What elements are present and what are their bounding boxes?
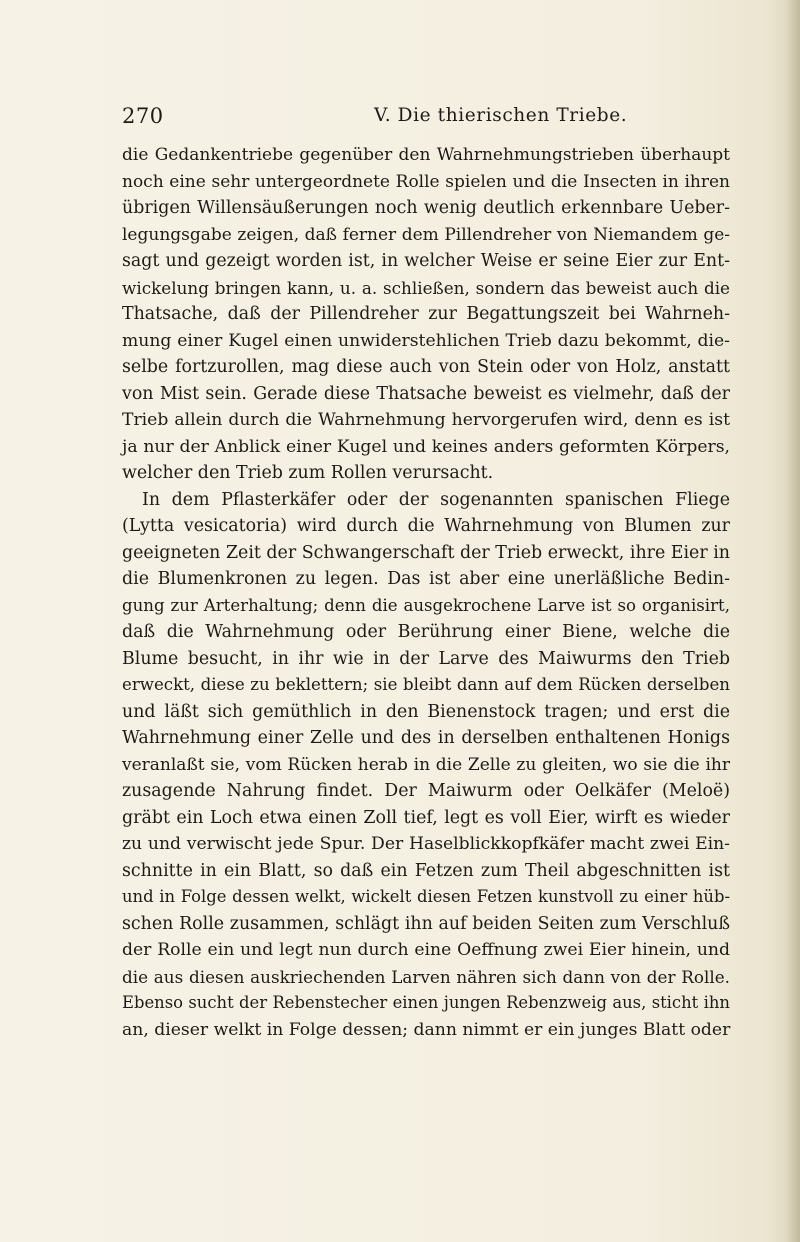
text-line: übrigen Willensäußerungen noch wenig deutlich erkennbare Ueber- (122, 198, 730, 218)
text-line: die aus diesen auskriechenden Larven nähren sich dann von der Rolle. (122, 966, 730, 987)
text-line: erweckt, diese zu beklettern; sie bleibt dann auf dem Rücken derselben (122, 675, 730, 694)
text-line: Blume besucht, in ihr wie in der Larve des Maiwurms den Trieb (122, 648, 730, 669)
text-line: die Gedankentriebe gegenüber den Wahrnehmungstrieben überhaupt (122, 145, 730, 165)
running-head: V. Die thierischen Triebe. (374, 105, 628, 126)
text-line: wickelung bringen kann, u. a. schließen, sondern das beweist auch die (122, 277, 730, 298)
text-line: daß die Wahrnehmung oder Berührung einer Biene, welche die (122, 622, 730, 642)
text-line: von Mist sein. Gerade diese Thatsache beweist es vielmehr, daß der (122, 383, 730, 404)
paragraph-start-line: In dem Pflasterkäfer oder der sogenannten spanischen Fliege (142, 489, 730, 510)
page-edge-shadow (786, 0, 800, 1242)
text-line: gung zur Arterhaltung; denn die ausgekrochene Larve ist so organisirt, (122, 595, 730, 615)
text-line: und in Folge dessen welkt, wickelt diesen Fetzen kunstvoll zu einer hüb- (122, 887, 730, 906)
text-line: Wahrnehmung einer Zelle und des in derselben enthaltenen Honigs (122, 728, 730, 748)
text-line: gräbt ein Loch etwa einen Zoll tief, legt es voll Eier, wirft es wieder (122, 807, 730, 828)
text-line: die Blumenkronen zu legen. Das ist aber eine unerläßliche Bedin- (122, 569, 730, 589)
text-line: (Lytta vesicatoria) wird durch die Wahrnehmung von Blumen zur (122, 516, 730, 536)
text-line: an, dieser welkt in Folge dessen; dann nimmt er ein junges Blatt oder (122, 1019, 731, 1040)
page-number: 270 (122, 104, 164, 128)
text-line: zusagende Nahrung findet. Der Maiwurm oder Oelkäfer (Meloë) (122, 781, 730, 801)
text-line: selbe fortzurollen, mag diese auch von Stein oder von Holz, anstatt (122, 357, 730, 377)
text-line: geeigneten Zeit der Schwangerschaft der Trieb erweckt, ihre Eier in (122, 542, 730, 563)
text-line: der Rolle ein und legt nun durch eine Oeffnung zwei Eier hinein, und (122, 940, 730, 960)
text-line: schen Rolle zusammen, schlägt ihn auf beiden Seiten zum Verschluß (122, 913, 730, 934)
text-line: Trieb allein durch die Wahrnehmung hervorgerufen wird, denn es ist (122, 410, 730, 430)
text-line: veranlaßt sie, vom Rücken herab in die Zelle zu gleiten, wo sie die ihr (122, 754, 730, 775)
text-line: noch eine sehr untergeordnete Rolle spielen und die Insecten in ihren (122, 171, 730, 192)
text-line: mung einer Kugel einen unwiderstehlichen Trieb dazu bekommt, die- (122, 330, 730, 351)
text-line: legungsgabe zeigen, daß ferner dem Pillendreher von Niemandem ge- (122, 224, 730, 245)
text-line: schnitte in ein Blatt, so daß ein Fetzen zum Theil abgeschnitten ist (122, 860, 730, 881)
text-line: ja nur der Anblick einer Kugel und keines anders geformten Körpers, (122, 436, 730, 457)
text-line: Ebenso sucht der Rebenstecher einen jungen Rebenzweig aus, sticht ihn (122, 993, 730, 1012)
body-text (122, 142, 730, 1043)
page-header (122, 104, 722, 134)
text-line: Thatsache, daß der Pillendreher zur Begattungszeit bei Wahrneh- (122, 304, 730, 324)
text-line: und läßt sich gemüthlich in den Bienenstock tragen; und erst die (122, 701, 730, 722)
text-line: welcher den Trieb zum Rollen verursacht. (122, 463, 494, 483)
text-line: sagt und gezeigt worden ist, in welcher Weise er seine Eier zur Ent- (122, 251, 730, 271)
text-line: zu und verwischt jede Spur. Der Haselblickkopfkäfer macht zwei Ein- (122, 834, 730, 854)
